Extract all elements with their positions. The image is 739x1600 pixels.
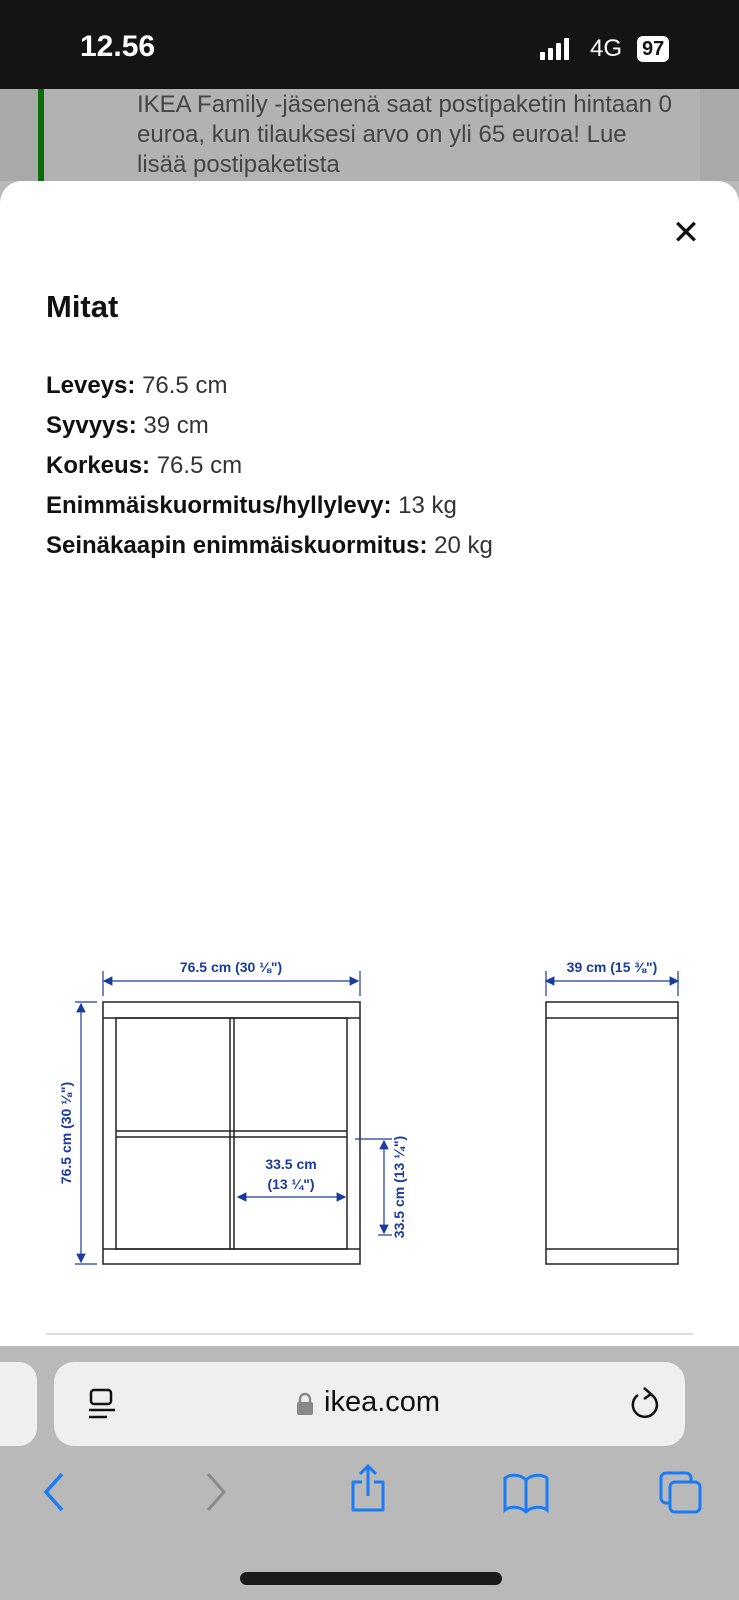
status-bar — [0, 0, 739, 89]
network-type: 4G — [590, 35, 623, 62]
forward-button[interactable] — [200, 1470, 230, 1514]
url-text[interactable]: ikea.com — [324, 1386, 441, 1418]
reload-icon[interactable] — [628, 1386, 662, 1422]
dimensions-modal — [0, 181, 739, 1346]
spec-row — [46, 446, 493, 486]
spec-row — [46, 406, 493, 446]
side-view — [546, 1002, 678, 1264]
spec-value: 76.5 cm — [142, 372, 228, 399]
previous-tab-bar[interactable] — [0, 1362, 37, 1446]
spec-list — [46, 366, 493, 566]
spec-value: 20 kg — [434, 532, 493, 559]
spec-value: 39 cm — [143, 412, 209, 439]
spec-label: Leveys: — [46, 372, 136, 399]
tabs-button[interactable] — [658, 1470, 704, 1516]
dimension-drawing — [0, 761, 739, 1301]
back-button[interactable] — [40, 1470, 70, 1514]
spec-label: Syvyys: — [46, 412, 137, 439]
spec-label: Korkeus: — [46, 452, 151, 479]
width-label: 76.5 cm (30 ⅛") — [179, 959, 283, 975]
battery-level: 97 — [637, 36, 669, 62]
clock: 12.56 — [80, 30, 156, 63]
background-text: IKEA Family -jäsenenä saat postipaketin hintaan 0 euroa, kun tilauksesi arvo on yli 65 euroa! Lue lisää postipaketista — [137, 91, 672, 178]
spec-value: 13 kg — [398, 492, 457, 519]
compartment-width-inch: (13 ¼") — [267, 1176, 315, 1192]
divider — [46, 1333, 693, 1335]
depth-label: 39 cm (15 ⅜") — [566, 959, 658, 975]
spec-row — [46, 486, 493, 526]
background-page — [0, 89, 739, 181]
spec-row — [46, 526, 493, 566]
reader-icon[interactable] — [88, 1388, 116, 1420]
address-bar[interactable] — [54, 1362, 685, 1446]
spec-row — [46, 366, 493, 406]
lock-icon — [296, 1392, 314, 1416]
bookmarks-button[interactable] — [502, 1470, 550, 1514]
signal-icon — [540, 38, 569, 60]
share-button[interactable] — [348, 1462, 388, 1514]
spec-label: Seinäkaapin enimmäiskuormitus: — [46, 532, 428, 559]
spec-label: Enimmäiskuormitus/hyllylevy: — [46, 492, 392, 519]
compartment-width-label: 33.5 cm — [265, 1156, 317, 1172]
home-indicator[interactable] — [240, 1572, 502, 1585]
front-view — [103, 1002, 360, 1264]
height-label: 76.5 cm (30 ⅛") — [58, 1081, 74, 1185]
modal-title: Mitat — [46, 289, 119, 324]
compartment-height-label: 33.5 cm (13 ¼") — [391, 1135, 407, 1239]
spec-value: 76.5 cm — [156, 452, 243, 479]
close-button[interactable]: ✕ — [671, 214, 701, 252]
dimension-lines — [75, 971, 678, 1264]
